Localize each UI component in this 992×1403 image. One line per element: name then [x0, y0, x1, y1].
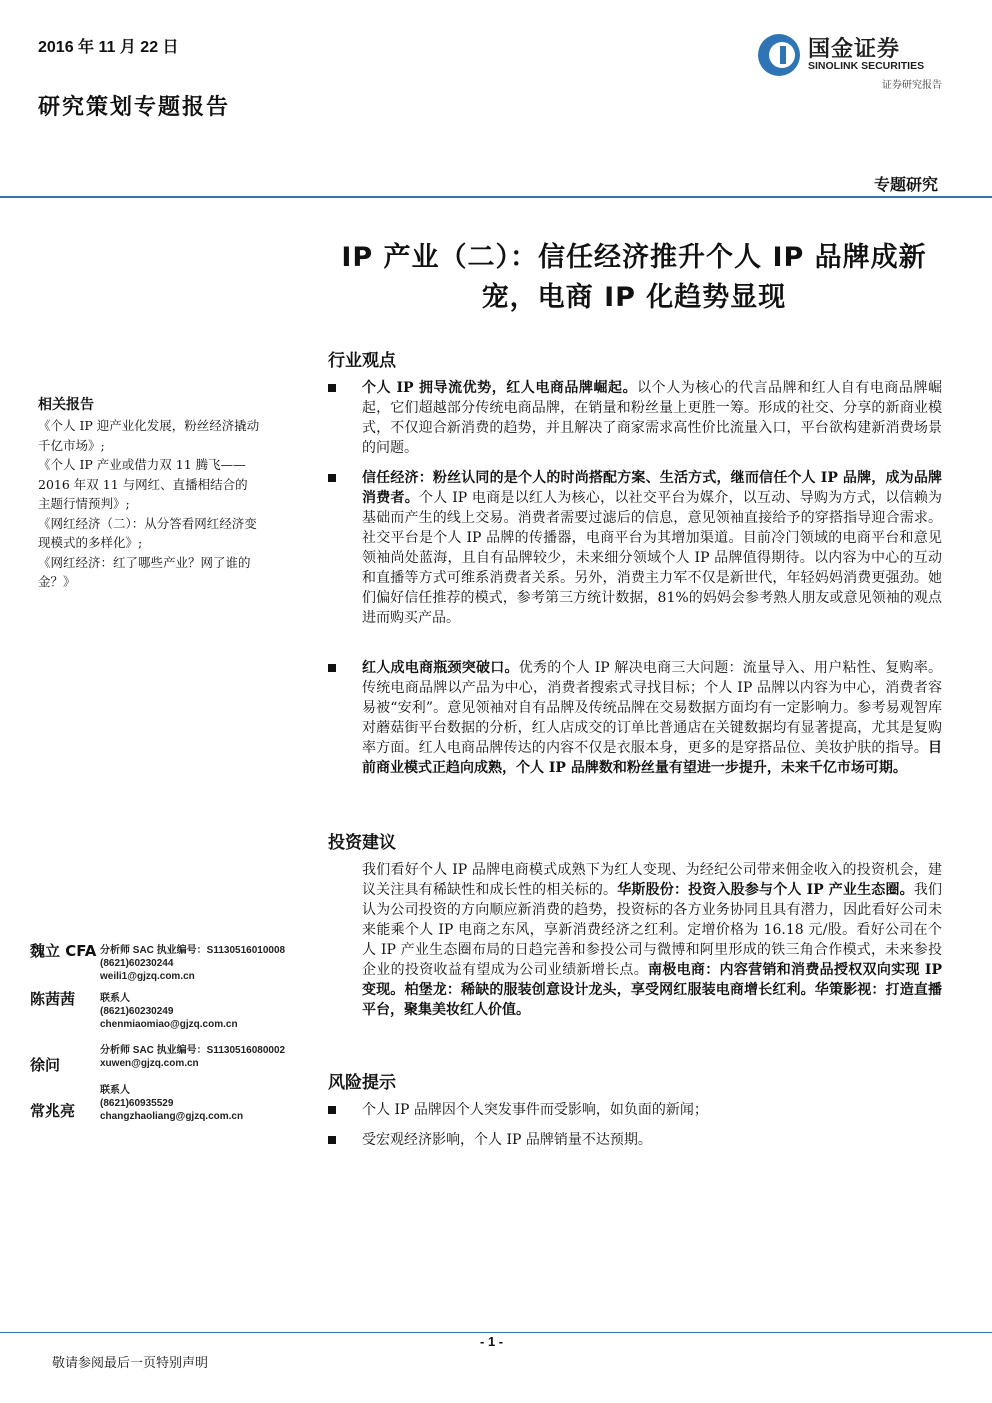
- logo-english-name: SINOLINK SECURITIES: [808, 60, 925, 72]
- invest-bold-1: 华斯股份：投资入股参与个人 IP 产业生态圈。: [617, 882, 914, 898]
- related-reports-heading: 相关报告: [38, 397, 94, 413]
- analyst-email: weili1@gjzq.com.cn: [100, 971, 195, 982]
- invest-text-1: 我们看好个人 IP 品牌电商模式成熟下为红人变现、为经纪公司带来佣金收入的投资机会，建议关注具有稀缺性和成长性的相关标的。: [362, 862, 942, 898]
- footer-disclaimer-note: 敬请参阅最后一页特别声明: [52, 1356, 209, 1371]
- header-divider: [0, 196, 992, 198]
- analyst-email: xuwen@gjzq.com.cn: [100, 1058, 199, 1069]
- risk-text: 受宏观经济影响，个人 IP 品牌销量不达预期。: [362, 1132, 652, 1148]
- related-report-item: 《网红经济（二）：从分答看网红经济变现模式的多样化》;: [38, 515, 257, 550]
- logo-subtitle: 证券研究报告: [882, 80, 942, 91]
- analyst-info: [100, 1084, 243, 1123]
- bullet-item: [328, 468, 942, 628]
- bullet-square-icon: [328, 664, 336, 672]
- bullet-square-icon: [328, 1106, 336, 1114]
- bullet-conclusion: 目前商业模式正趋向成熟，个人 IP 品牌数和粉丝量有望进一步提升，未来千亿市场可期。: [362, 740, 942, 776]
- section-heading-invest: 投资建议: [328, 833, 396, 853]
- title-line-2: 宠，电商 IP 化趋势显现: [481, 282, 787, 313]
- related-report-item: 《个人 IP 迎产业化发展，粉丝经济撬动千亿市场》;: [38, 418, 260, 453]
- bullet-square-icon: [328, 384, 336, 392]
- report-type: 研究策划专题报告: [38, 94, 231, 120]
- section-heading-risk: 风险提示: [328, 1073, 396, 1093]
- analyst-email: chenmiaomiao@gjzq.com.cn: [100, 1019, 238, 1030]
- bullet-body: 优秀的个人 IP 解决电商三大问题：流量导入、用户粘性、复购率。传统电商品牌以产品为中心，消费者搜索式寻找目标；个人 IP 品牌以内容为中心，消费者容易被“安利”。意见领袖对自有品牌及传统品牌在交易数据方面均有一定影响力。参考易观智库对蘑菇街平台数据的分析，红人店成交的订单比普通店在关键数据均有显著提高，尤其是复购率方面。红人电商品牌传达的内容不仅是衣服本身，更多的是穿搭品位、美妆护肤的指导。: [362, 660, 942, 756]
- analyst-card: [30, 1084, 320, 1124]
- analyst-name: 陈茜茜: [30, 990, 76, 1008]
- bullet-item: [328, 658, 942, 778]
- risk-text: 个人 IP 品牌因个人突发事件而受影响，如负面的新闻；: [362, 1102, 708, 1118]
- analyst-name: 常兆亮: [30, 1102, 76, 1120]
- bullet-body: 个人 IP 电商是以红人为核心，以社交平台为媒介，以互动、导购为方式，以信赖为基础而产生的线上交易。消费者需要过滤后的信息，意见领袖直接给予的穿搭指导迎合需求。社交平台是个人 IP 品牌的传播器，电商平台为其增加渠道。目前冷门领域的电商平台和意见领袖尚处蓝海，且自有品牌较少，未来细分领域个人 IP 品牌值得期待。以内容为中心的互动和直播等方式可维系消费者关系。另外，消费主力军不仅是新世代，年轻妈妈消费更强劲。她们偏好信任推荐的模式，参考第三方统计数据，81%的妈妈会参考熟人朋友或意见领袖的观点进而购买产品。: [362, 490, 942, 626]
- related-report-item: 《网红经济：红了哪些产业？网了谁的金？》: [38, 554, 251, 589]
- bullet-item: [328, 378, 942, 458]
- analyst-line: 联系人: [100, 1085, 130, 1096]
- report-title: [326, 238, 942, 318]
- analyst-name: 魏立 CFA: [30, 942, 97, 960]
- analyst-phone: (8621)60230244: [100, 958, 174, 969]
- bullet-body: 以个人为核心的代言品牌和红人自有电商品牌崛起，它们超越部分传统电商品牌，在销量和粉丝量上更胜一筹。形成的社交、分享的新商业模式，不仅迎合新消费的趋势，并且解决了商家需求高性价比流量入口，平台欲构建新消费场景的问题。: [362, 380, 942, 456]
- invest-bold-2: 南极电商：内容营销和消费品授权双向实现 IP 变现。柏堡龙：稀缺的服装创意设计龙头，享受网红服装电商增长红利。华策影视：打造直播平台，聚集美妆红人价值。: [362, 962, 943, 1018]
- analyst-card: [30, 940, 320, 980]
- analyst-info: [100, 1044, 285, 1070]
- title-line-1: IP 产业（二）：信任经济推升个人 IP 品牌成新: [341, 242, 927, 273]
- related-reports-list: [38, 416, 260, 592]
- risk-item: [328, 1100, 942, 1120]
- analyst-info: [100, 992, 238, 1031]
- analyst-name: 徐问: [30, 1056, 61, 1074]
- invest-text-2: 我们认为公司投资的方向顺应新消费的趋势，投资标的各方业务协同且具有潜力，因此看好公司未来能乘个人 IP 电商之东风，享新消费经济之红利。定增价格为 16.18 元/股。看好公司在个人 IP 产业生态圈布局的日趋完善和参投公司与微博和阿里形成的铁三角合作模式，未来参投企业的投资收益有望成为公司业绩新增长点。: [362, 882, 943, 978]
- analyst-card: [30, 988, 320, 1028]
- analyst-phone: (8621)60230249: [100, 1006, 174, 1017]
- bullet-square-icon: [328, 474, 336, 482]
- invest-paragraph: [362, 860, 942, 1020]
- company-logo: [756, 30, 946, 92]
- page-number: - 1 -: [480, 1334, 504, 1349]
- related-report-item: 《个人 IP 产业或借力双 11 腾飞——2016 年双 11 与网红、直播相结合的主题行情预判》;: [38, 457, 248, 511]
- risk-item: [328, 1130, 942, 1150]
- report-date: 2016 年 11 月 22 日: [38, 39, 179, 56]
- bullet-lead: 个人 IP 拥导流优势，红人电商品牌崛起。: [362, 380, 638, 396]
- footer-divider: [0, 1332, 992, 1333]
- analyst-line: 分析师 SAC 执业编号：S1130516010008: [100, 945, 286, 956]
- analyst-line: 分析师 SAC 执业编号：S1130516080002: [100, 1045, 286, 1056]
- bullet-lead: 红人成电商瓶颈突破口。: [362, 660, 519, 676]
- logo-chinese-name: 国金证券: [808, 37, 901, 62]
- section-heading-view: 行业观点: [328, 351, 396, 371]
- analyst-info: [100, 944, 285, 983]
- analyst-card: [30, 1044, 320, 1078]
- analyst-email: changzhaoliang@gjzq.com.cn: [100, 1111, 244, 1122]
- analyst-phone: (8621)60935529: [100, 1098, 174, 1109]
- bullet-square-icon: [328, 1136, 336, 1144]
- bullet-lead: 信任经济：粉丝认同的是个人的时尚搭配方案、生活方式，继而信任个人 IP 品牌，成为品牌消费者。: [362, 470, 942, 506]
- analyst-line: 联系人: [100, 993, 130, 1004]
- logo-mark-icon: [756, 32, 802, 78]
- section-tag: 专题研究: [873, 175, 938, 194]
